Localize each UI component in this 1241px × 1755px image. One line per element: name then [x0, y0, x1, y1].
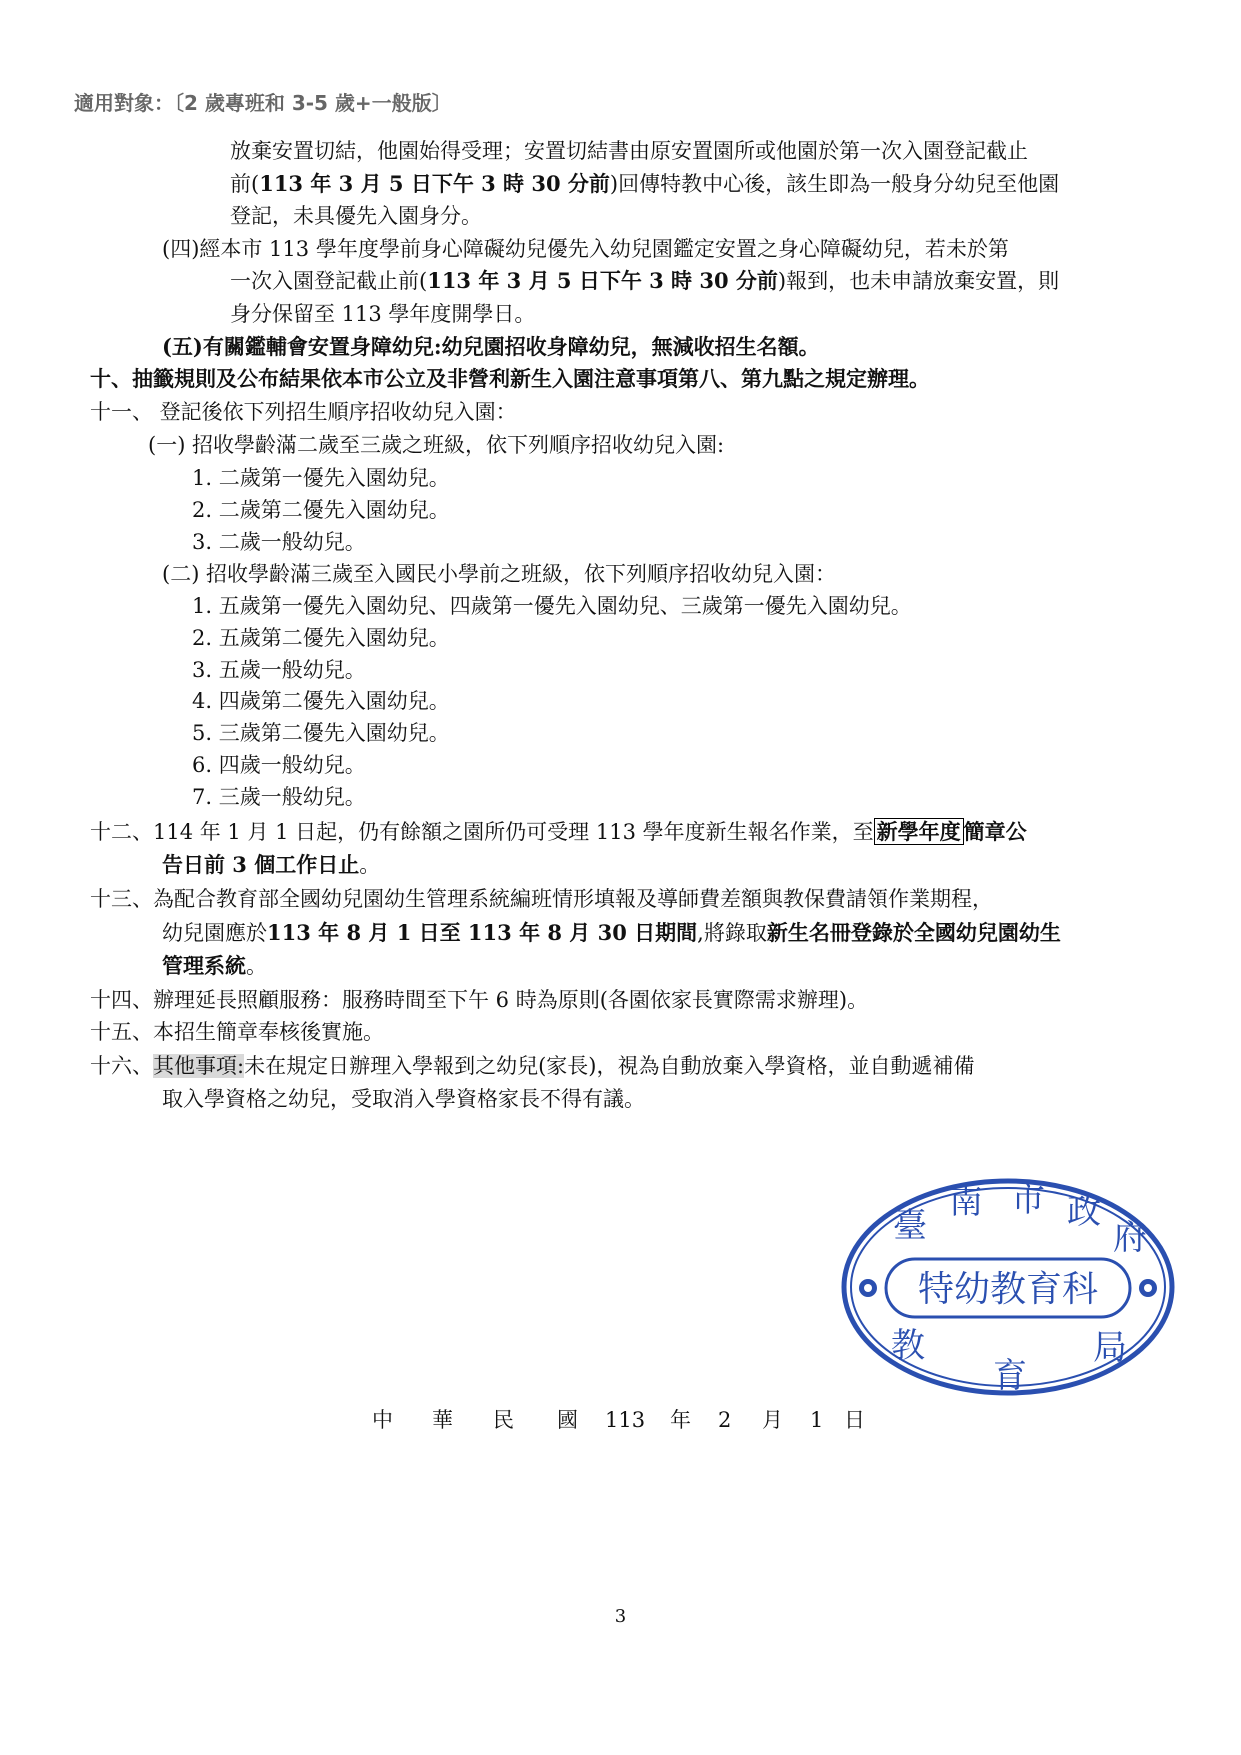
seal-center-text: 特幼教育科 [917, 1269, 1099, 1310]
text-line [230, 266, 1059, 296]
list-item: 2. 五歲第二優先入園幼兒。 [192, 626, 450, 650]
text-line: (四)經本市 113 學年度學前身心障礙幼兒優先入幼兒園鑑定安置之身心障礙幼兒，若未於第 [162, 237, 1009, 261]
text-line [162, 951, 267, 981]
list-item: 2. 二歲第二優先入園幼兒。 [192, 498, 450, 522]
seal-char: 臺 [893, 1206, 927, 1246]
official-seal [838, 1175, 1178, 1400]
date-char: 中 [372, 1408, 393, 1432]
bold-run: 新生名冊登錄於全國幼兒園幼生 [766, 920, 1061, 945]
text-run: )報到，也未申請放棄安置，則 [777, 269, 1060, 293]
section-11: 十一、 登記後依下列招生順序招收幼兒入園： [90, 400, 517, 424]
text-line: 身分保留至 113 學年度開學日。 [230, 302, 536, 326]
issue-date [0, 1405, 1241, 1435]
text-line: 取入學資格之幼兒，受取消入學資格家長不得有議。 [162, 1087, 645, 1111]
seal-char: 教 [891, 1326, 925, 1366]
list-item: 6. 四歲一般幼兒。 [192, 753, 366, 777]
seal-char: 局 [1093, 1328, 1127, 1368]
text-run: 十六、 [90, 1054, 153, 1078]
date-char: 民 [493, 1408, 514, 1432]
text-run: ,將錄取 [697, 921, 767, 945]
bold-run: 管理系統 [162, 953, 246, 978]
list-item: 4. 四歲第二優先入園幼兒。 [192, 689, 450, 713]
text-run: )回傳特教中心後，該生即為一般身分幼兒至他園 [609, 172, 1060, 196]
text-run: 未在規定日辦理入學報到之幼兒(家長)，視為自動放棄入學資格，並自動遞補備 [244, 1054, 975, 1078]
subsection-2: (二) 招收學齡滿三歲至入國民小學前之班級，依下列順序招收幼兒入園： [162, 562, 837, 586]
section-12 [90, 817, 1027, 847]
section-13: 十三、為配合教育部全國幼兒園幼生管理系統編班情形填報及導師費差額與教保費請領作業期程， [90, 887, 993, 911]
text-line [162, 850, 380, 880]
subsection-1: (一) 招收學齡滿二歲至三歲之班級，依下列順序招收幼兒入園: [148, 433, 725, 457]
bold-run: 簡章公 [963, 819, 1027, 844]
date-day: 1 [810, 1408, 824, 1432]
date-month: 2 [718, 1408, 732, 1432]
plum-blossom-icon [1139, 1279, 1157, 1297]
date-year: 113 [605, 1408, 646, 1432]
text-run: 。 [359, 853, 381, 877]
highlighted-term: 其他事項: [153, 1054, 245, 1078]
section-16 [90, 1051, 974, 1081]
list-item: 3. 五歲一般幼兒。 [192, 658, 366, 682]
bold-run: 113 年 8 月 1 日至 113 年 8 月 30 日期間 [267, 920, 698, 945]
text-run: 一次入園登記截止前( [230, 269, 428, 293]
text-line [230, 169, 1059, 199]
list-item: 1. 五歲第一優先入園幼兒、四歲第一優先入園幼兒、三歲第一優先入園幼兒。 [192, 594, 912, 618]
text-line: (五)有關鑑輔會安置身障幼兒:幼兒園招收身障幼兒，無減收招生名額。 [162, 334, 820, 359]
seal-char: 南 [949, 1182, 983, 1222]
date-char: 年 [670, 1408, 691, 1432]
page-number: 3 [614, 1606, 627, 1627]
list-item: 1. 二歲第一優先入園幼兒。 [192, 466, 450, 490]
deadline-bold: 113 年 3 月 5 日下午 3 時 30 分前 [259, 171, 610, 196]
text-run: 前( [230, 172, 260, 196]
section-15: 十五、本招生簡章奉核後實施。 [90, 1020, 384, 1044]
list-item: 5. 三歲第二優先入園幼兒。 [192, 721, 450, 745]
text-line: 登記，未具優先入園身分。 [230, 204, 482, 228]
section-10: 十、抽籤規則及公布結果依本市公立及非營利新生入園注意事項第八、第九點之規定辦理。 [90, 366, 930, 391]
header-applicable-target: 適用對象：〔2 歲專班和 3-5 歲+一般版〕 [74, 91, 452, 115]
deadline-bold: 113 年 3 月 5 日下午 3 時 30 分前 [427, 268, 778, 293]
date-char: 華 [432, 1408, 453, 1432]
date-char: 月 [762, 1408, 783, 1432]
section-14: 十四、辦理延長照顧服務：服務時間至下午 6 時為原則(各園依家長實際需求辦理)。 [90, 988, 869, 1012]
list-item: 7. 三歲一般幼兒。 [192, 785, 366, 809]
text-run: 幼兒園應於 [162, 921, 267, 945]
date-char: 日 [844, 1408, 865, 1432]
seal-char: 政 [1067, 1192, 1101, 1232]
text-run: 。 [246, 954, 267, 978]
boxed-term: 新學年度 [874, 818, 964, 845]
list-item: 3. 二歲一般幼兒。 [192, 530, 366, 554]
text-line [162, 918, 1061, 948]
text-line: 放棄安置切結，他園始得受理；安置切結書由原安置園所或他園於第一次入園登記截止 [230, 139, 1028, 163]
date-char: 國 [557, 1408, 578, 1432]
plum-blossom-icon [859, 1279, 877, 1297]
seal-char: 市 [1011, 1180, 1045, 1220]
seal-char: 府 [1113, 1218, 1147, 1258]
seal-char: 育 [993, 1356, 1027, 1396]
bold-run: 告日前 3 個工作日止 [162, 852, 360, 877]
text-run: 十二、114 年 1 月 1 日起，仍有餘額之園所仍可受理 113 學年度新生報名作業，至 [90, 820, 874, 844]
